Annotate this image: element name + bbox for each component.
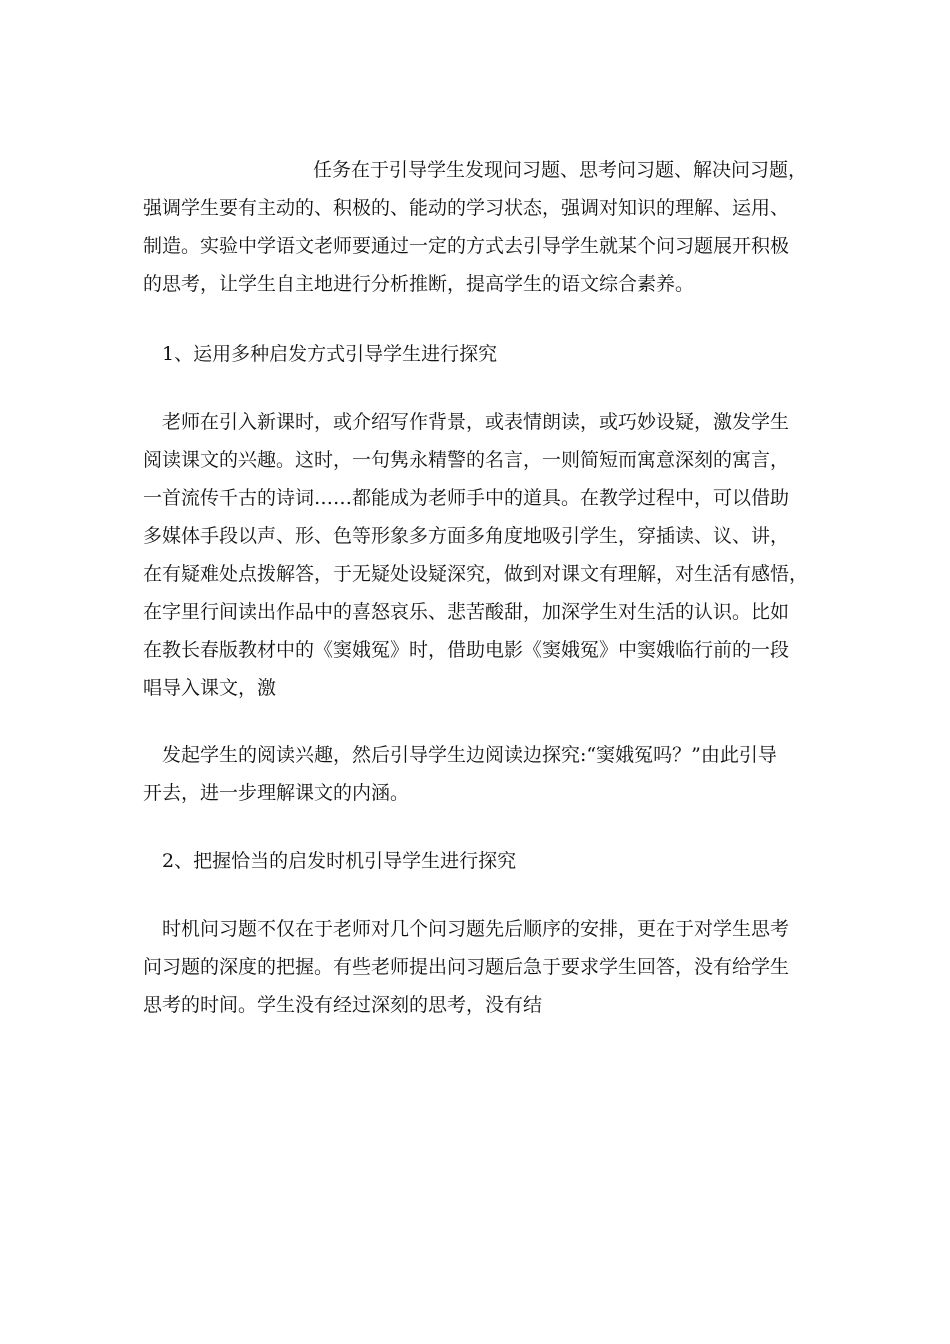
paragraph-2-line-5: 在有疑难处点拨解答，于无疑处设疑深究，做到对课文有理解，对生活有感悟， [143,563,809,585]
section-heading-1: 1、运用多种启发方式引导学生进行探究 [162,343,498,365]
paragraph-1-line-2: 强调学生要有主动的、积极的、能动的学习状态，强调对知识的理解、运用、 [143,197,790,219]
paragraph-2-line-8: 唱导入课文，激 [143,677,277,699]
paragraph-4-line-2: 问习题的深度的把握。有些老师提出问习题后急于要求学生回答，没有给学生 [143,956,790,978]
paragraph-2-line-2: 阅读课文的兴趣。这时，一句隽永精警的名言，一则简短而寓意深刻的寓言， [143,449,790,471]
paragraph-2-line-3: 一首流传千古的诗词……都能成为老师手中的道具。在教学过程中，可以借助 [143,487,790,509]
paragraph-4-line-3: 思考的时间。学生没有经过深刻的思考，没有结 [143,994,543,1016]
paragraph-2-line-1: 老师在引入新课时，或介绍写作背景，或表情朗读，或巧妙设疑，激发学生 [162,411,790,433]
paragraph-4-line-1: 时机问习题不仅在于老师对几个问习题先后顺序的安排，更在于对学生思考 [162,918,790,940]
paragraph-2-line-6: 在字里行间读出作品中的喜怒哀乐、悲苦酸甜，加深学生对生活的认识。比如 [143,601,790,623]
paragraph-1-line-4: 的思考，让学生自主地进行分析推断，提高学生的语文综合素养。 [143,273,695,295]
paragraph-2-line-4: 多媒体手段以声、形、色等形象多方面多角度地吸引学生，穿插读、议、讲， [143,525,790,547]
paragraph-1-line-1: 任务在于引导学生发现问习题、思考问习题、解决问习题， [313,159,808,181]
paragraph-3-line-1: 发起学生的阅读兴趣，然后引导学生边阅读边探究:“窦娥冤吗？”由此引导 [162,744,777,766]
paragraph-3-line-2: 开去，进一步理解课文的内涵。 [143,782,410,804]
section-heading-2: 2、把握恰当的启发时机引导学生进行探究 [162,850,517,872]
paragraph-1-line-3: 制造。实验中学语文老师要通过一定的方式去引导学生就某个问习题展开积极 [143,235,790,257]
paragraph-2-line-7: 在教长春版教材中的《窦娥冤》时，借助电影《窦娥冤》中窦娥临行前的一段 [143,639,790,661]
